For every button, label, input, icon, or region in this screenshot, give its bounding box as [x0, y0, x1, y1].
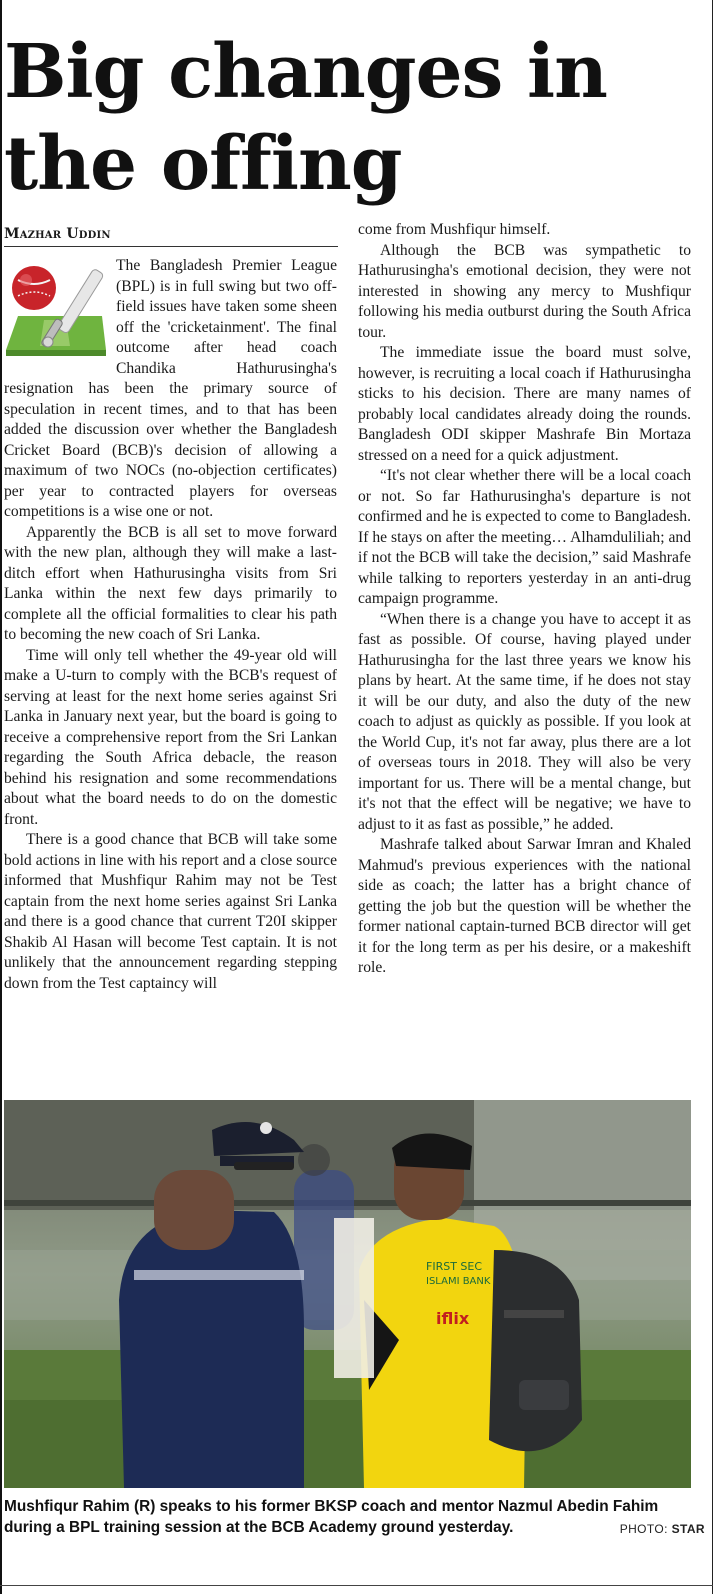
news-photo [4, 1100, 691, 1488]
article-headline [4, 26, 704, 210]
paragraph: “It's not clear whether there will be a local coach or not. So far Hathurusingha's departure is not confirmed and he is expected to come to Bangladesh. If he stays on after the meeting… Alhamduliliah; and if not the BCB will take the decision,” said Mashrafe while talking to reporters yesterday in an anti-drug campaign programme. [358, 467, 691, 607]
headline-line-1: Big changes in [4, 29, 607, 115]
paragraph: “When there is a change you have to accept it as fast as possible. Of course, having played under Hathurusingha for the last three years we know his plans by heart. At the same time, if he does not stay it will be our duty, and also the duty of the new coach to adjust as quickly as possible. If you look at the World Cup, it's not far away, plus there are a lot of overseas tours in 2018. They will also be very important for us. There will be a mental change, but it's not that the effect will be negative; we have to adjust to it as fast as possible,” he added. [358, 610, 691, 833]
page-bottom-rule [0, 1585, 713, 1586]
paragraph: come from Mushfiqur himself. [358, 221, 551, 238]
caption-line-2: during a BPL training session at the BCB Academy ground yesterday. [4, 1519, 514, 1536]
article-column-right [358, 220, 691, 1082]
paragraph: There is a good chance that BCB will take some bold actions in line with his report and a close source informed that Mushfiqur Rahim may not be Test captain from the next home series against Sri Lanka and there is a good chance that current T20I skipper Shakib Al Hasan will become Test captain. It is not unlikely that the announcement regarding stepping down from the Test captaincy will [4, 831, 337, 992]
jersey-sponsor-2: ISLAMI BANK [426, 1276, 491, 1287]
photo-credit [620, 1522, 705, 1536]
paragraph: Time will only tell whether the 49-year old will make a U-turn to comply with the BCB's request of serving at least for the next home series against Sri Lanka in January next year, but the board is going to receive a comprehensive report from the Sri Lankan regarding the South Africa debacle, the reason behind his resignation and some recommendations about what the board needs to do on the domestic front. [4, 646, 337, 828]
jersey-sponsor-1: FIRST SEC [426, 1260, 483, 1273]
paragraph: Mashrafe talked about Sarwar Imran and Khaled Mahmud's previous experiences with the national side as coach; the latter has a bright chance of getting the job but the question will be whether the former national captain-turned BCB director will get it for the long term as per his desire, or a makeshift role. [358, 836, 691, 976]
photo-caption [4, 1496, 694, 1538]
paragraph: The immediate issue the board must solve, however, is recruiting a local coach if Hathurusingha sticks to his decision. There are many names of probably local candidates already doing the rounds. Bangladesh ODI skipper Mashrafe Bin Mortaza stressed on a need for a quick adjustment. [358, 344, 691, 464]
photo-credit-label: PHOTO: [619, 1522, 668, 1536]
photo-credit-source: STAR [671, 1522, 705, 1536]
headline-line-2: the offing [4, 121, 402, 207]
left-column-rule [0, 0, 2, 1594]
right-column-rule [712, 0, 713, 1594]
article-column-left [4, 256, 337, 1082]
paragraph: The Bangladesh Premier League (BPL) is in full swing but two off-field issues have taken some sheen off the 'cricketainment'. The final outcome after head coach Chandika Hathurusingha's resignation has been the primary source of speculation in recent times, and to that has been added the discussion over whether the Bangladesh Cricket Board (BCB)'s decision of allowing a maximum of two NOCs (no-objection certificates) per year to contracted players for overseas competitions is a wise one or not. [4, 257, 337, 520]
paragraph: Although the BCB was sympathetic to Hathurusingha's emotional decision, they were not interested in showing any mercy to Mushfiqur following his media outburst during the South Africa tour. [358, 241, 691, 341]
caption-line-1: Mushfiqur Rahim (R) speaks to his former BKSP coach and mentor Nazmul Abedin Fahim [4, 1498, 659, 1515]
paragraph: Apparently the BCB is all set to move forward with the new plan, although they will make a last-ditch effort when Hathurusingha visits from Sri Lanka within the next few days primarily to complete all the official formalities to clear his path to becoming the new coach of Sri Lanka. [4, 523, 337, 643]
byline: Mazhar Uddin [4, 226, 338, 247]
jersey-sponsor-3: iflix [436, 1309, 470, 1328]
cricket-ball-bat-icon [4, 258, 110, 360]
